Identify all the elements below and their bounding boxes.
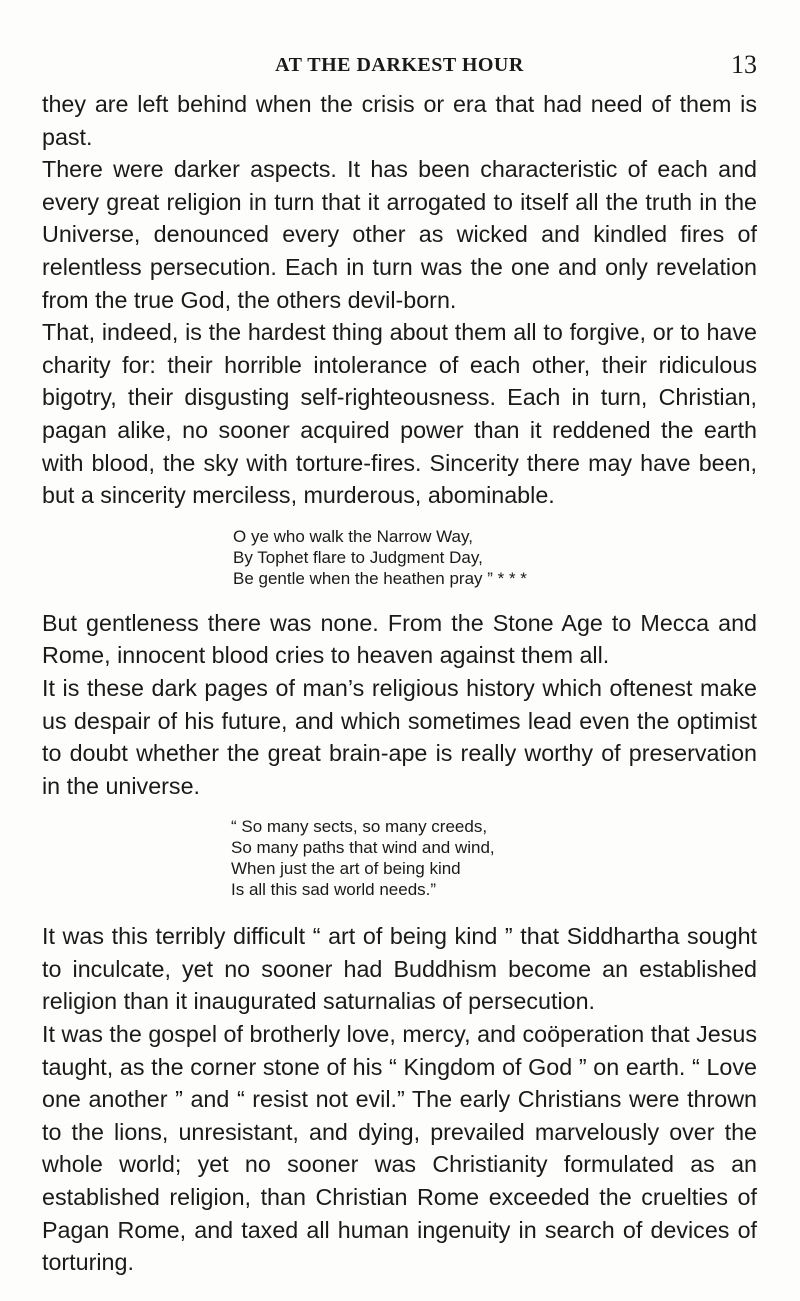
verse-line: “ So many sects, so many creeds, [231, 817, 488, 837]
paragraph: It is these dark pages of man’s religious history which oftenest make us despair of his future, and which sometimes lead even the optimist to doubt whether the great brain-ape is really worthy of preservation in the universe. [42, 674, 757, 799]
paragraph: There were darker aspects. It has been characteristic of each and every great religion in turn that it arrogated to itself all the truth in the Universe, denounced every other as wicked and kindled fires of relentless persecution. Each in turn was the one and only revelation from the true God, the others devil-born. [42, 156, 757, 313]
verse-quotation [42, 526, 757, 589]
verse-line: Be gentle when the heathen pray ” * * * [233, 568, 527, 588]
verse-line: So many paths that wind and wind, [231, 838, 495, 858]
page-number: 13 [731, 50, 757, 79]
paragraph: they are left behind when the crisis or era that had need of them is past. [42, 91, 757, 150]
running-title: AT THE DARKEST HOUR [275, 54, 524, 76]
paragraph: But gentleness there was none. From the Stone Age to Mecca and Rome, innocent blood cries to heaven against them all. [42, 609, 757, 669]
paragraph: It was the gospel of brotherly love, mercy, and coöperation that Jesus taught, as the corner stone of his “ Kingdom of God ” on earth. “ Love one another ” and “ resist not evil.” The early Christians were thrown to the lions, unresistant, and dying, prevailed marvelously over the whole world; yet no sooner was Christianity formulated as an established religion, than Christian Rome exceeded the cruelties of Pagan Rome, and taxed all human ingenuity in search of devices of torturing. [42, 1021, 757, 1276]
verse-quotation [42, 816, 757, 900]
verse-line: By Tophet flare to Judgment Day, [233, 547, 483, 567]
verse-line: O ye who walk the Narrow Way, [233, 526, 473, 546]
paragraph: That, indeed, is the hardest thing about them all to forgive, or to have charity for: their horrible intolerance of each other, their ridiculous bigotry, their disgusting self-righteousness. Each in turn, Christian, pagan alike, no sooner acquired power than it reddened the earth with blood, the sky with torture-fires. Sincerity there may have been, but a sincerity merciless, murderous, abominable. [42, 319, 757, 509]
verse-line: Is all this sad world needs.” [231, 880, 437, 900]
verse-line: When just the art of being kind [231, 859, 461, 879]
running-head [42, 50, 757, 80]
paragraph: It was this terribly difficult “ art of being kind ” that Siddhartha sought to inculcate, yet no sooner had Buddhism become an established religion than it inaugurated saturnalias of persecution. [42, 923, 757, 1015]
body-text [42, 88, 757, 1279]
